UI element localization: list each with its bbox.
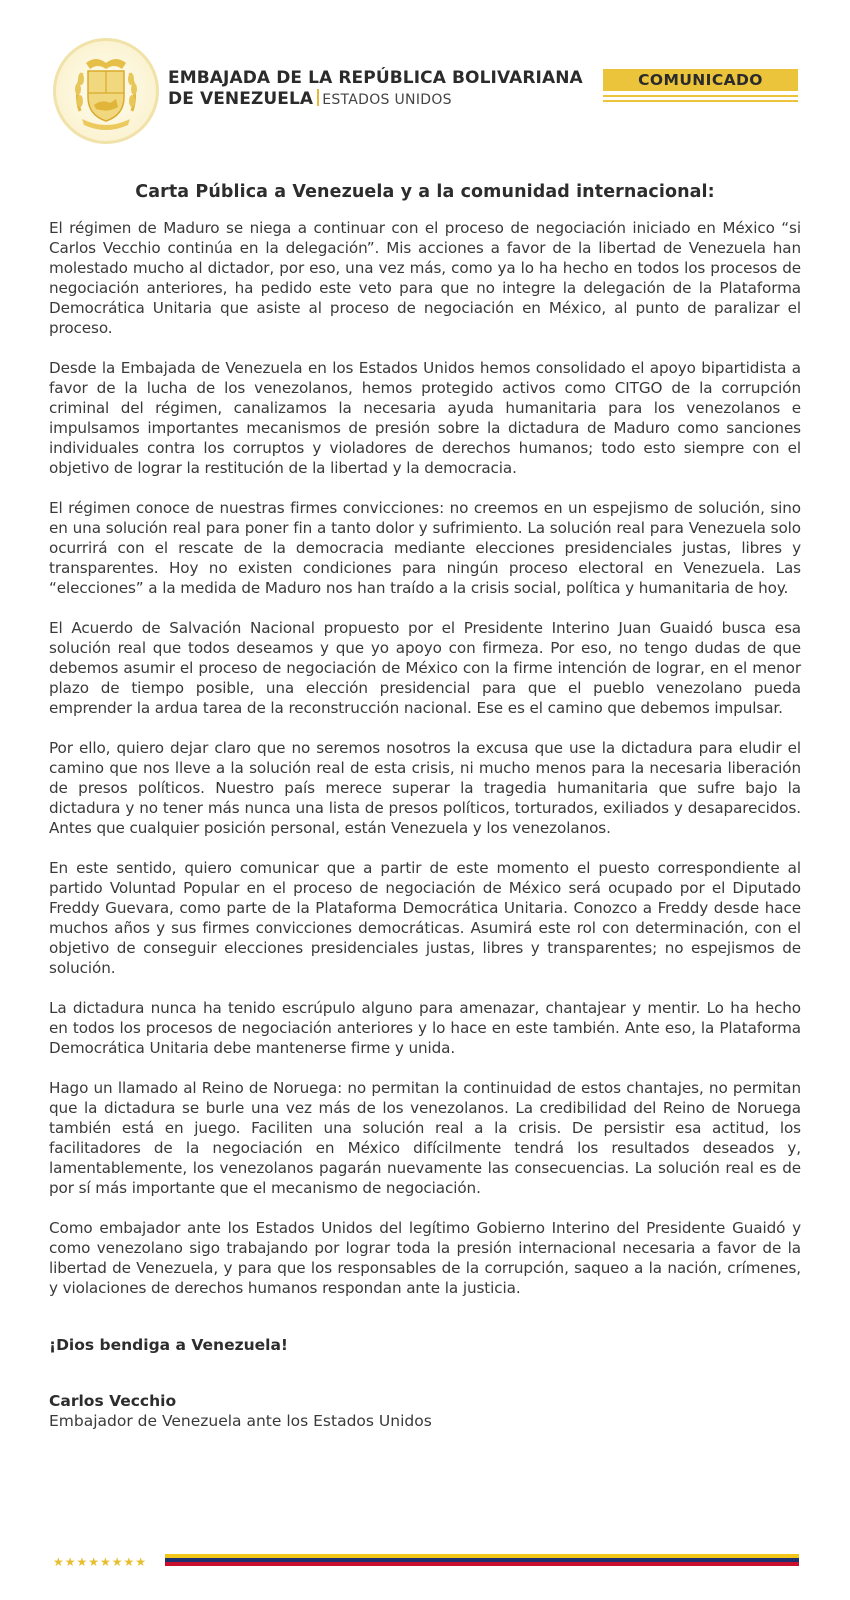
paragraph-4: El Acuerdo de Salvación Nacional propuesto por el Presidente Interino Juan Guaidó busca esa solución real que todos deseamos y que yo apoyo con firmeza. Por eso, no tengo dudas de que debemos asumir el proceso de negociación de México con la firme intención de lograr, en el menor plazo de tiempo posible, una elección presidencial para que el pueblo venezolano pueda emprender la ardua tarea de la reconstrucción nacional. Ese es el camino que debemos impulsar. (49, 619, 801, 717)
signature-name: Carlos Vecchio (49, 1392, 177, 1410)
paragraph-7: La dictadura nunca ha tenido escrúpulo alguno para amenazar, chantajear y mentir. Lo ha hecho en todos los procesos de negociación anteriores y lo hace en este también. Ante eso, la Plataforma Democrática Unitaria debe mantenerse firme y unida. (49, 999, 801, 1057)
coat-of-arms-seal (53, 38, 159, 144)
flag-band-red (165, 1562, 799, 1566)
comunicado-badge: COMUNICADO (603, 69, 798, 91)
footer-flag-bar (53, 1553, 799, 1573)
embassy-title (168, 68, 588, 111)
paragraph-9: Como embajador ante los Estados Unidos del legítimo Gobierno Interino del Presidente Guaidó y como venezolano sigo trabajando por lograr toda la presión internacional necesaria a favor de la libertad de Venezuela, y para que los responsables de la corrupción, saqueo a la nación, crímenes, y violaciones de derechos humanos respondan ante la justicia. (49, 1219, 801, 1297)
flag-bands (165, 1554, 799, 1566)
stars-icon: ★★★★★★★★ (53, 1555, 148, 1569)
closing-blessing: ¡Dios bendiga a Venezuela! (49, 1336, 288, 1354)
embassy-title-line1: EMBAJADA DE LA REPÚBLICA BOLIVARIANA (168, 68, 583, 88)
badge-underlines (603, 95, 798, 105)
embassy-subtitle: ESTADOS UNIDOS (322, 92, 452, 108)
letterhead (0, 0, 850, 160)
paragraph-8: Hago un llamado al Reino de Noruega: no permitan la continuidad de estos chantajes, no permitan que la dictadura se burle una vez más de los venezolanos. La credibilidad del Reino de Noruega también está en juego. Faciliten una solución real a la crisis. De persistir esa actitud, los facilitadores de la negociación en México difícilmente tendrá los resultados deseados y, lamentablemente, los venezolanos pagarán nuevamente las consecuencias. La solución real es de por sí más importante que el mecanismo de negociación. (49, 1079, 801, 1197)
venezuela-coat-of-arms-icon (56, 41, 156, 141)
letter-title: Carta Pública a Venezuela y a la comunidad internacional: (135, 182, 715, 202)
embassy-title-line2: DE VENEZUELA (168, 89, 314, 109)
title-separator (317, 89, 319, 106)
paragraph-1: El régimen de Maduro se niega a continuar con el proceso de negociación iniciado en México “si Carlos Vecchio continúa en la delegación”. Mis acciones a favor de la libertad de Venezuela han molestado mucho al dictador, por eso, una vez más, como ya lo ha hecho en todos los procesos de negociación anteriores, ha pedido este veto para que no integre la delegación de la Plataforma Democrática Unitaria que asiste al proceso de negociación en México, al punto de paralizar el proceso. (49, 219, 801, 337)
signature-role: Embajador de Venezuela ante los Estados Unidos (49, 1412, 432, 1430)
paragraph-2: Desde la Embajada de Venezuela en los Estados Unidos hemos consolidado el apoyo bipartidista a favor de la lucha de los venezolanos, hemos protegido activos como CITGO de la corrupción criminal del régimen, canalizamos la necesaria ayuda humanitaria para los venezolanos e impulsamos importantes mecanismos de presión sobre la dictadura de Maduro como sanciones individuales contra los corruptos y violadores de derechos humanos; todo esto siempre con el objetivo de lograr la restitución de la libertad y la democracia. (49, 359, 801, 477)
letter-body (49, 170, 801, 1430)
paragraph-5: Por ello, quiero dejar claro que no seremos nosotros la excusa que use la dictadura para eludir el camino que nos lleve a la solución real de esta crisis, ni mucho menos para la necesaria liberación de presos políticos. Nuestro país merece superar la tragedia humanitaria que sufre bajo la dictadura y no tener más nunca una lista de presos políticos, torturados, exiliados y desaparecidos. Antes que cualquier posición personal, están Venezuela y los venezolanos. (49, 739, 801, 837)
paragraph-3: El régimen conoce de nuestras firmes convicciones: no creemos en un espejismo de solución, sino en una solución real para poner fin a tanto dolor y sufrimiento. La solución real para Venezuela solo ocurrirá con el rescate de la democracia mediante elecciones presidenciales justas, libres y transparentes. Hoy no existen condiciones para ningún proceso electoral en Venezuela. Las “elecciones” a la medida de Maduro nos han traído a la crisis social, política y humanitaria de hoy. (49, 499, 801, 597)
paragraph-6: En este sentido, quiero comunicar que a partir de este momento el puesto correspondiente al partido Voluntad Popular en el proceso de negociación de México será ocupado por el Diputado Freddy Guevara, como parte de la Plataforma Democrática Unitaria. Conozco a Freddy desde hace muchos años y sus firmes convicciones democráticas. Asumirá este rol con determinación, con el objetivo de conseguir elecciones presidenciales justas, libres y transparentes; no espejismos de solución. (49, 859, 801, 977)
